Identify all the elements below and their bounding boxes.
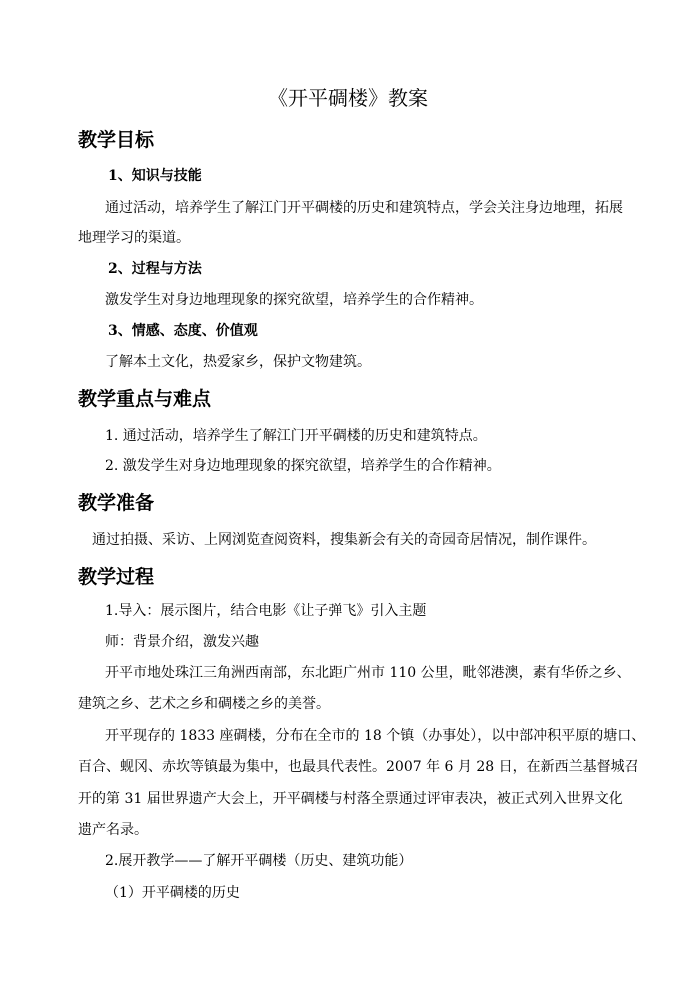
document-title: 《开平碉楼》教案 xyxy=(268,86,428,110)
subheading-knowledge-skills: 1、知识与技能 xyxy=(108,168,202,184)
heading-keypoints: 教学重点与难点 xyxy=(78,388,212,410)
heading-process: 教学过程 xyxy=(78,566,155,588)
process-step-1: 1.导入：展示图片，结合电影《让子弹飞》引入主题 xyxy=(105,603,427,619)
paragraph-knowledge-line1: 通过活动，培养学生了解江门开平碉楼的历史和建筑特点，学会关注身边地理，拓展 xyxy=(105,200,623,216)
subheading-process-method: 2、过程与方法 xyxy=(108,261,202,277)
paragraph-knowledge-line2: 地理学习的渠道。 xyxy=(78,230,190,246)
heading-preparation: 教学准备 xyxy=(78,492,155,514)
process-para1-line2: 建筑之乡、艺术之乡和碉楼之乡的美誉。 xyxy=(78,696,330,712)
process-para2-line3: 开的第 31 届世界遗产大会上，开平碉楼与村落全票通过评审表决，被正式列入世界文化 xyxy=(78,791,623,807)
process-para2-line2: 百合、蚬冈、赤坎等镇最为集中，也最具代表性。2007 年 6 月 28 日，在新西兰基督城召 xyxy=(78,759,639,775)
process-para2-line1: 开平现存的 1833 座碉楼，分布在全市的 18 个镇（办事处），以中部冲积平原的塘口、 xyxy=(105,728,646,744)
paragraph-emotion-values: 了解本土文化，热爱家乡，保护文物建筑。 xyxy=(105,354,371,370)
paragraph-preparation: 通过拍摄、采访、上网浏览查阅资料，搜集新会有关的奇园奇居情况，制作课件。 xyxy=(92,532,596,548)
keypoint-item-2: 2. 激发学生对身边地理现象的探究欲望，培养学生的合作精神。 xyxy=(105,458,501,474)
process-step-2-sub-1: （1）开平碉楼的历史 xyxy=(105,885,240,901)
process-para1-line1: 开平市地处珠江三角洲西南部，东北距广州市 110 公里，毗邻港澳，素有华侨之乡、 xyxy=(105,665,631,681)
process-teacher-note: 师：背景介绍，激发兴趣 xyxy=(105,634,259,650)
keypoint-item-1: 1. 通过活动，培养学生了解江门开平碉楼的历史和建筑特点。 xyxy=(105,428,487,444)
subheading-emotion-values: 3、情感、态度、价值观 xyxy=(108,323,258,339)
process-para2-line4: 遗产名录。 xyxy=(78,822,148,838)
heading-objectives: 教学目标 xyxy=(78,129,155,151)
process-step-2: 2.展开教学——了解开平碉楼（历史、建筑功能） xyxy=(105,853,413,869)
paragraph-process-method: 激发学生对身边地理现象的探究欲望，培养学生的合作精神。 xyxy=(105,292,483,308)
